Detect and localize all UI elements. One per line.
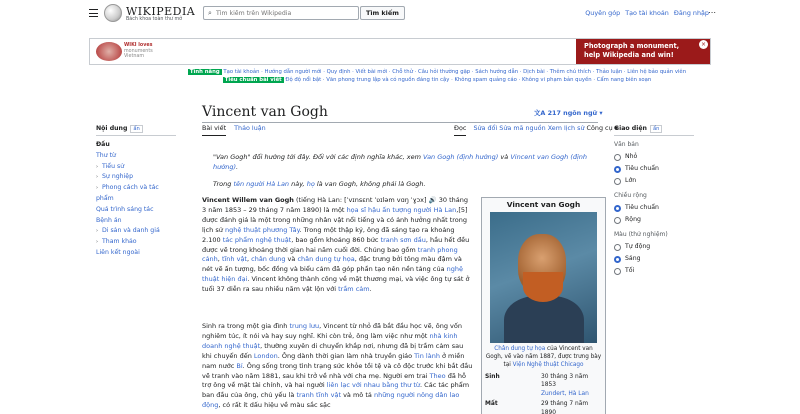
view-tabs	[454, 124, 623, 132]
width-standard[interactable]: Tiêu chuẩn	[614, 202, 694, 214]
link[interactable]: chân dung tự họa	[297, 255, 355, 264]
toc-item[interactable]: Liên kết ngoài	[96, 248, 140, 256]
site-header	[0, 0, 800, 32]
toc-item[interactable]: › Tiểu sử	[96, 162, 176, 173]
radio-button	[614, 217, 621, 224]
paragraph-2: Sinh ra trong một gia đình trung lưu, Vincent từ nhỏ đã bắt đầu học vẽ, ông vốn nghiêm túc, ít nói và hay suy nghĩ. Khi còn trẻ, ông làm việc như một nhà kinh doanh nghệ thuật, thường xuyên di chuyển khắp nơi, nhưng đã bị trầm cảm sau khi chuyển đến London. Ông dành thời gian làm nhà truyền giáo Tin lành ở miền nam nước Bỉ. Ông sống trong tình trạng sức khỏe tồi tệ và cô độc trước khi bắt đầu vẽ tranh vào năm 1881, sau khi trở về nhà với cha mẹ. Người em trai Theo đã hỗ trợ ông về mặt tài chính, và hai người liên lạc với nhau bằng thư từ. Các tác phẩm ban đầu của ông, chủ yếu là tranh tĩnh vật và mô tả những người nông dân lao động, có rất ít dấu hiệu về màu sắc sặc	[202, 322, 473, 410]
expand-icon: ›	[96, 185, 98, 192]
color-light[interactable]: Sáng	[614, 253, 694, 265]
login-link[interactable]: Đăng nhập	[673, 9, 709, 17]
radio-button	[614, 268, 621, 275]
search-icon: ⌕	[208, 8, 212, 17]
image-caption: Chân dung tự họa của Vincent van Gogh, vẽ vào năm 1887, được trưng bày tại Viện Nghệ thuật Chicago	[485, 346, 602, 368]
radio-button	[614, 205, 621, 212]
radio-button	[614, 244, 621, 251]
link[interactable]: Zundert, Hà Lan	[541, 390, 589, 397]
radio-button	[614, 178, 621, 185]
toc-item[interactable]: Quá trình sáng tác	[96, 205, 154, 213]
toc-item[interactable]: Bệnh án	[96, 216, 122, 224]
tab-edit-source[interactable]: Sửa mã nguồn	[499, 124, 546, 132]
radio-button	[614, 256, 621, 263]
toc-item[interactable]: › Tham khảo	[96, 237, 176, 248]
text-size-small[interactable]: Nhỏ	[614, 151, 694, 163]
text-size-label: Văn bản	[614, 141, 639, 148]
width-wide[interactable]: Rộng	[614, 214, 694, 226]
dutch-names-link[interactable]: tên người Hà Lan	[233, 180, 290, 188]
infobox	[481, 197, 606, 414]
tools-menu[interactable]: Công cụ ▾	[586, 124, 618, 132]
banner-cta[interactable]: Photograph a monument, help Wikipedia and win!	[576, 39, 710, 64]
create-account-link[interactable]: Tạo tài khoản	[625, 9, 669, 17]
disambig-link-2[interactable]: Vincent van Gogh (định hướng)	[213, 153, 588, 171]
notice-links-1[interactable]: Tạo tài khoản · Hướng dẫn người mới · Quy định · Viết bài mới · Chỗ thử · Câu hỏi thường gặp · Sách hướng dẫn · Dịch bài · Thêm chú thích · Thảo luận · Liên hệ bảo quản viên	[223, 69, 687, 75]
link[interactable]: nghệ thuật phương Tây	[224, 225, 300, 234]
tab-history[interactable]: Xem lịch sử	[547, 124, 585, 132]
appearance-panel	[614, 125, 694, 277]
link[interactable]: chân dung	[251, 255, 286, 264]
toc-item[interactable]: Thư từ	[96, 151, 116, 159]
radio-button	[614, 166, 621, 173]
link[interactable]: nghệ thuật hiện đại	[202, 265, 463, 284]
text-size-standard[interactable]: Tiêu chuẩn	[614, 163, 694, 175]
infobox-title: Vincent van Gogh	[506, 200, 581, 209]
notice-links-2[interactable]: Độ độ nổi bật · Văn phong trung lập và có nguồn đáng tin cậy · Không spam quảng cáo · Không vi phạm bản quyền · Cẩm nang biên soạn	[285, 77, 652, 83]
radio-button	[614, 154, 621, 161]
appearance-hide-button[interactable]: ẩn	[650, 125, 662, 133]
tab-article[interactable]: Bài viết	[202, 124, 226, 136]
surname-link[interactable]: họ	[306, 180, 315, 188]
link[interactable]: liên lạc với nhau bằng thư từ	[326, 381, 421, 390]
expand-icon: ›	[96, 174, 98, 181]
expand-icon: ›	[96, 163, 98, 170]
text-size-large[interactable]: Lớn	[614, 175, 694, 187]
translate-icon: 文A	[534, 109, 546, 117]
link[interactable]: những người nông dân lao động	[202, 391, 460, 410]
disambig-link[interactable]: Van Gogh (định hướng)	[423, 153, 499, 161]
expand-icon: ›	[96, 228, 98, 235]
search-box[interactable]	[203, 6, 359, 20]
link[interactable]: tranh tĩnh vật	[296, 391, 342, 400]
link[interactable]: tác phẩm nghệ thuật	[222, 235, 292, 244]
community-notice	[117, 68, 757, 84]
tab-edit[interactable]: Sửa đổi	[473, 124, 498, 132]
audio-icon[interactable]: 🔊	[428, 196, 437, 204]
link[interactable]: Chân dung tự họa	[494, 346, 546, 352]
toc-heading: Nội dung ẩn	[96, 125, 176, 136]
link[interactable]: Bỉ	[236, 361, 243, 370]
toc-item[interactable]: › Sự nghiệp	[96, 172, 176, 183]
campaign-banner[interactable]	[89, 38, 711, 65]
table-of-contents	[96, 125, 176, 259]
search-button[interactable]: Tìm kiếm	[360, 6, 405, 20]
appearance-heading: Giao diện ẩn	[614, 125, 694, 136]
page-title: Vincent van Gogh	[202, 104, 328, 120]
user-links	[582, 9, 709, 17]
notice-badge-1: Tình nâng	[189, 69, 220, 75]
link[interactable]: trầm cảm	[338, 285, 370, 294]
infobox-row-died: Mất 29 tháng 7 năm 1890	[485, 401, 589, 414]
expand-icon: ›	[96, 239, 98, 246]
toc-item[interactable]: › Di sản và danh giá	[96, 226, 176, 237]
main-menu-icon[interactable]	[89, 9, 98, 17]
width-label: Chiều rộng	[614, 192, 647, 199]
link[interactable]: tranh sơn dầu	[380, 235, 426, 244]
link[interactable]: tĩnh vật	[221, 255, 247, 264]
title-divider	[202, 122, 598, 123]
link[interactable]: Viện Nghệ thuật Chicago	[512, 362, 584, 368]
search-input[interactable]	[216, 10, 356, 17]
toc-hide-button[interactable]: ẩn	[130, 125, 142, 133]
lead-paragraph: Vincent Willem van Gogh (tiếng Hà Lan: [ˈvɪnsɛnt ˈʋɪləm vɑŋ ˈɣɔx] 🔊 30 tháng 3 năm 1853 – 29 tháng 7 năm 1890) là một họa sĩ hậu ấn tượng người Hà Lan,[5] được đánh giá là một trong những nhân vật nổi tiếng và có ảnh hưởng nhất trong lịch sử nghệ thuật phương Tây. Trong một thập kỷ, ông đã sáng tạo ra khoảng 2.100 tác phẩm nghệ thuật, bao gồm khoảng 860 bức tranh sơn dầu, hầu hết đều được vẽ trong khoảng thời gian hai năm cuối đời. Chúng bao gồm tranh phong cảnh, tĩnh vật, chân dung và chân dung tự họa, đặc trưng bởi tông màu đậm và nét vẽ ấn tượng, bốc đồng và biểu cảm đã góp phần tạo nên nền tảng của nghệ thuật hiện đại. Vincent không thành công về mặt thương mại, và việc ông tự sát ở tuổi 37 diễn ra sau nhiều năm vật lộn với trầm cảm.	[202, 196, 470, 294]
color-auto[interactable]: Tự động	[614, 241, 694, 253]
link[interactable]: trung lưu	[289, 322, 320, 330]
color-label: Màu (thử nghiệm)	[614, 231, 668, 238]
language-selector[interactable]: 文A 217 ngôn ngữ ▾	[534, 109, 603, 117]
link[interactable]: tranh phong cảnh	[202, 245, 458, 264]
wiki-loves-monuments-logo	[96, 42, 122, 61]
banner-close-icon[interactable]: ×	[700, 41, 707, 48]
toc-item-top[interactable]: Đầu	[96, 141, 110, 148]
hatnote-redirect: "Van Gogh" đổi hướng tới đây. Đối với các định nghĩa khác, xem Van Gogh (định hướng) và Vincent van Gogh (định hướng).	[213, 153, 588, 171]
donate-link[interactable]: Quyên góp	[585, 9, 621, 17]
namespace-tabs	[202, 124, 266, 136]
toc-item[interactable]: › Phong cách và tác phẩm	[96, 184, 159, 202]
more-options-icon[interactable]: ⋯	[708, 8, 716, 17]
tab-read[interactable]: Đọc	[454, 124, 466, 136]
tab-talk[interactable]: Thảo luận	[234, 124, 266, 132]
hatnote-name: Trong tên người Hà Lan này, họ là van Gogh, không phải là Gogh.	[213, 180, 426, 188]
wikipedia-wordmark[interactable]: WIKIPEDIA	[126, 5, 196, 18]
notice-badge-2: Tiêu chuẩn bài viết	[224, 77, 282, 83]
link[interactable]: Tin lành	[414, 351, 440, 360]
link[interactable]: London	[253, 351, 278, 360]
link[interactable]: Theo	[429, 371, 446, 380]
banner-logo-text: WIKI loves monuments Vietnam	[124, 43, 153, 59]
wikipedia-globe-logo[interactable]	[104, 4, 122, 22]
infobox-row-born: Sinh 30 tháng 3 năm 1853 Zundert, Hà Lan	[485, 374, 589, 397]
link[interactable]: nhà kinh doanh nghệ thuật	[202, 331, 458, 350]
wikipedia-tagline: Bách khoa toàn thư mở	[126, 17, 183, 22]
self-portrait-image[interactable]	[490, 212, 597, 343]
color-dark[interactable]: Tối	[614, 265, 694, 277]
link[interactable]: họa sĩ hậu ấn tượng người Hà Lan	[346, 205, 457, 214]
